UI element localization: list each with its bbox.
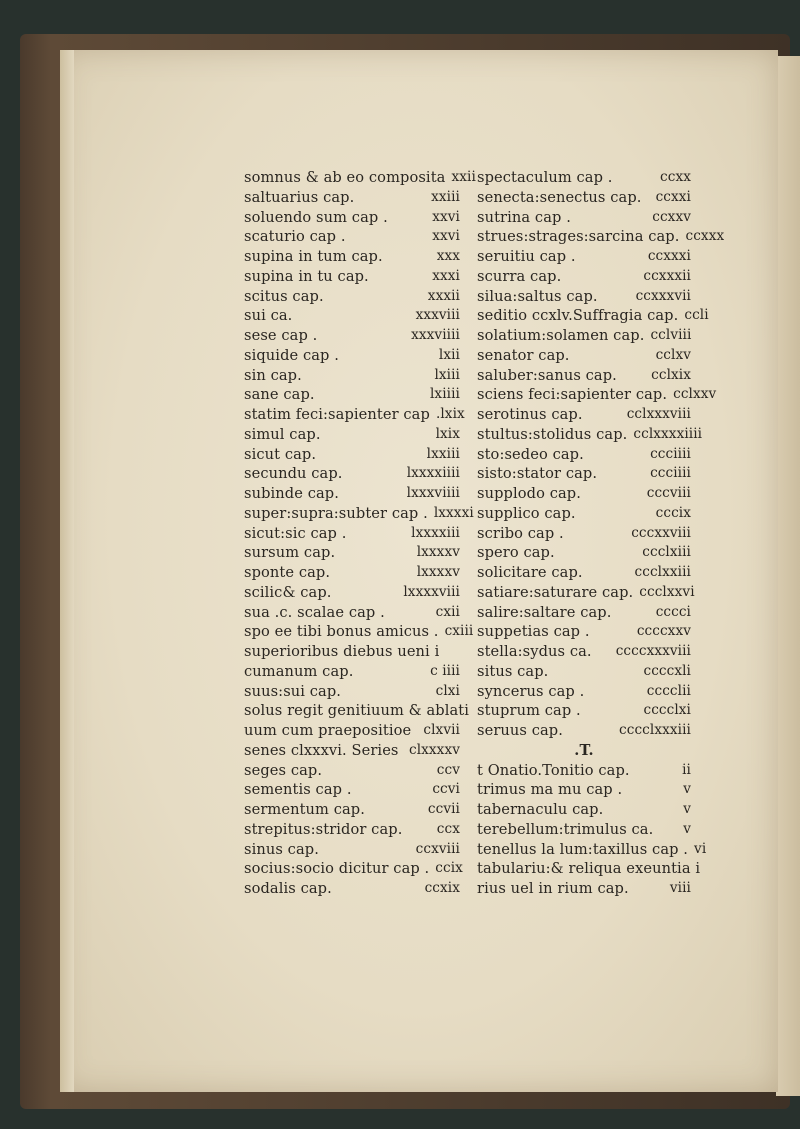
entry-term: supplodo cap. [477, 485, 581, 502]
entry-term: sisto:stator cap. [477, 465, 598, 483]
entry-chapter-ref: ii [682, 761, 691, 778]
index-entry [477, 267, 691, 287]
index-entry [477, 208, 691, 228]
entry-chapter-ref: xxxviii [415, 307, 460, 324]
index-entry [477, 287, 691, 307]
index-entry [244, 780, 460, 800]
entry-chapter-ref: lxii [438, 346, 460, 363]
entry-chapter-ref: cclxix [651, 366, 691, 383]
index-entry [477, 543, 691, 563]
entry-chapter-ref: cclxxv [673, 386, 717, 403]
entry-term: salire:saltare cap. [477, 603, 612, 621]
index-entry [244, 701, 470, 721]
entry-term: socius:socio dicitur cap . [244, 860, 430, 878]
entry-term: trimus ma mu cap . [477, 781, 623, 799]
index-entry [477, 701, 691, 721]
index-entry [477, 425, 703, 445]
entry-term: sursum cap. [244, 544, 336, 562]
index-entry [244, 346, 460, 366]
index-entry [244, 524, 460, 544]
entry-term: superioribus diebus ueni i [244, 643, 440, 660]
entry-chapter-ref: lxxxxiiii [406, 465, 460, 482]
entry-term: solus regit genitiuum & ablati [244, 702, 470, 720]
entry-chapter-ref: ccclxxiii [634, 564, 691, 580]
entry-term: super:supra:subter cap . [244, 504, 428, 522]
index-entry [477, 662, 691, 682]
index-entry [477, 326, 691, 346]
index-entry [244, 721, 460, 741]
index-entry [244, 405, 465, 425]
entry-term: tabernaculu cap. [477, 801, 604, 818]
index-entry [477, 563, 691, 583]
entry-chapter-ref: cccviii [646, 485, 691, 501]
entry-term: suppetias cap . [477, 623, 590, 641]
entry-term: rius uel in rium cap. [477, 880, 629, 897]
index-entry [477, 879, 691, 899]
index-entry [477, 622, 691, 642]
entry-term: uum cum praepositioe [244, 722, 412, 739]
entry-chapter-ref: ccxxx [685, 228, 725, 245]
entry-term: satiare:saturare cap. [477, 583, 634, 601]
index-entry [244, 306, 460, 326]
entry-chapter-ref: lxxxviiii [406, 485, 460, 501]
section-heading [477, 741, 691, 761]
entry-term: spero cap. [477, 544, 555, 562]
entry-term: sto:sedeo cap. [477, 445, 584, 463]
entry-term: somnus & ab eo composita [244, 169, 446, 186]
entry-term: sese cap . [244, 327, 318, 344]
index-column-right [477, 168, 725, 899]
index-entry [477, 761, 691, 781]
entry-chapter-ref: xxxviiii [411, 327, 460, 343]
entry-chapter-ref: ccxxxvii [635, 287, 691, 304]
entry-term: sciens feci:sapienter cap. [477, 386, 668, 404]
entry-chapter-ref: xxxi [432, 267, 460, 284]
entry-chapter-ref: ccxix [424, 880, 460, 896]
entry-term: serotinus cap. [477, 406, 583, 423]
entry-term: terebellum:trimulus ca. [477, 820, 654, 838]
entry-term: scilic& cap. [244, 583, 332, 601]
index-entry [477, 820, 691, 840]
entry-term: tenellus la lum:taxillus cap . [477, 840, 689, 858]
entry-term: strepitus:stridor cap. [244, 820, 403, 838]
entry-chapter-ref: ccxviii [415, 840, 460, 857]
entry-term: sane cap. [244, 386, 315, 404]
entry-term: situs cap. [477, 662, 549, 680]
entry-term: soluendo sum cap . [244, 208, 388, 226]
entry-term: senator cap. [477, 346, 570, 364]
entry-chapter-ref: lxxxxi [433, 504, 474, 521]
entry-chapter-ref: ccli [684, 307, 709, 324]
entry-chapter-ref: clxxxxv [408, 741, 460, 758]
entry-term: sermentum cap. [244, 801, 365, 818]
entry-chapter-ref: lxxiii [426, 445, 460, 462]
entry-chapter-ref [454, 642, 460, 662]
entry-term: supina in tum cap. [244, 248, 383, 265]
index-entry [477, 800, 691, 820]
entry-chapter-ref: ccxxxi [647, 248, 691, 264]
index-entry [244, 188, 460, 208]
entry-term: senes clxxxvi. Series [244, 741, 399, 759]
entry-term: cumanum cap. [244, 662, 354, 680]
index-entry [477, 642, 691, 662]
entry-term: sementis cap . [244, 781, 352, 799]
index-entry [477, 385, 717, 405]
index-entry [244, 840, 460, 860]
entry-chapter-ref: .lxix [435, 406, 465, 422]
entry-chapter-ref [700, 859, 706, 879]
entry-term: scurra cap. [477, 267, 562, 285]
entry-chapter-ref: ccvi [432, 781, 460, 798]
entry-chapter-ref: clxvii [423, 722, 460, 738]
entry-chapter-ref: ccclxxvi [639, 583, 695, 600]
entry-chapter-ref: cccclxi [643, 702, 691, 719]
index-entry [244, 326, 460, 346]
entry-chapter-ref: lxxxxv [416, 544, 460, 561]
entry-term: spectaculum cap . [477, 169, 613, 186]
entry-term: spo ee tibi bonus amicus . [244, 623, 439, 641]
entry-chapter-ref: cxii [435, 603, 460, 620]
index-entry [477, 188, 691, 208]
entry-term: stultus:stolidus cap. [477, 425, 628, 443]
entry-chapter-ref: cccclxxxiii [619, 722, 691, 738]
entry-chapter-ref [469, 701, 475, 721]
entry-term: sicut:sic cap . [244, 524, 347, 542]
entry-chapter-ref: xxvi [432, 208, 460, 225]
entry-term: sutrina cap . [477, 208, 571, 226]
entry-chapter-ref: lxxxxviii [403, 583, 460, 600]
index-entry [244, 227, 460, 247]
entry-chapter-ref: cxiii [444, 623, 474, 640]
entry-term: secundu cap. [244, 465, 343, 483]
index-entry [477, 603, 691, 623]
index-entry [244, 563, 460, 583]
index-entry [477, 405, 691, 425]
entry-term: seges cap. [244, 761, 323, 779]
index-entry [244, 484, 460, 504]
entry-term: sponte cap. [244, 564, 331, 581]
index-entry [244, 425, 460, 445]
entry-chapter-ref: ccvii [427, 801, 460, 817]
entry-chapter-ref: ccclxiii [642, 544, 691, 561]
index-entry [244, 583, 460, 603]
entry-term: sui ca. [244, 307, 293, 325]
index-entry [244, 208, 460, 228]
entry-term: silua:saltus cap. [477, 287, 598, 305]
index-entry [244, 543, 460, 563]
index-entry [244, 859, 463, 879]
index-entry [477, 168, 691, 188]
entry-chapter-ref: lxiii [434, 366, 460, 383]
entry-term: scitus cap. [244, 287, 324, 305]
entry-term: scaturio cap . [244, 228, 346, 246]
entry-chapter-ref: ccv [436, 761, 460, 778]
adjacent-page-edge [776, 56, 800, 1096]
entry-term: stella:sydus ca. [477, 643, 592, 660]
entry-term: statim feci:sapienter cap [244, 406, 430, 423]
entry-chapter-ref: v [683, 801, 691, 817]
entry-chapter-ref: viii [669, 880, 691, 896]
entry-term: sicut cap. [244, 445, 317, 463]
entry-term: siquide cap . [244, 346, 339, 364]
entry-chapter-ref: lxxxxv [416, 564, 460, 580]
index-entry [244, 366, 460, 386]
entry-chapter-ref: ccxxv [652, 208, 691, 225]
entry-chapter-ref: xxx [436, 248, 460, 264]
index-entry [244, 800, 460, 820]
entry-chapter-ref: ccciiii [650, 445, 691, 462]
entry-chapter-ref: ccx [436, 820, 460, 837]
page-gutter [60, 50, 74, 1092]
entry-chapter-ref: cclxxxviii [626, 406, 691, 422]
index-entry [477, 464, 691, 484]
index-entry [477, 247, 691, 267]
entry-term: t Onatio.Tonitio cap. [477, 761, 630, 779]
entry-term: strues:strages:sarcina cap. [477, 228, 680, 246]
index-entry [477, 780, 691, 800]
entry-chapter-ref: cccix [655, 504, 691, 521]
entry-chapter-ref: xxii [451, 169, 476, 185]
entry-term: solicitare cap. [477, 564, 583, 581]
index-entry [244, 820, 460, 840]
entry-term: seditio ccxlv.Suffragia cap. [477, 307, 679, 325]
entry-term: senecta:senectus cap. [477, 188, 642, 206]
entry-chapter-ref: ccccxli [643, 662, 691, 679]
entry-term: solatium:solamen cap. [477, 327, 645, 344]
index-entry [477, 346, 691, 366]
index-entry [477, 840, 707, 860]
index-entry [477, 445, 691, 465]
index-entry [244, 741, 460, 761]
entry-chapter-ref: ccxxi [655, 188, 691, 205]
entry-term: stuprum cap . [477, 702, 581, 720]
index-entry [244, 267, 460, 287]
entry-term: suus:sui cap. [244, 682, 342, 700]
index-entry [477, 524, 691, 544]
index-entry [477, 306, 709, 326]
entry-chapter-ref: cccclii [646, 682, 691, 699]
entry-term: saluber:sanus cap. [477, 366, 617, 384]
entry-chapter-ref: ccccxxxviii [615, 643, 691, 659]
index-entry [244, 168, 476, 188]
entry-chapter-ref: cccci [655, 603, 691, 620]
entry-chapter-ref: v [683, 781, 691, 798]
entry-term: scribo cap . [477, 524, 564, 542]
entry-term: subinde cap. [244, 485, 339, 502]
entry-chapter-ref: lxix [435, 425, 460, 442]
index-entry [244, 622, 474, 642]
entry-term: seruitiu cap . [477, 248, 576, 265]
index-entry [244, 287, 460, 307]
entry-chapter-ref: lxxxxiii [411, 524, 460, 541]
entry-chapter-ref: cclxv [655, 346, 691, 363]
index-entry [477, 859, 701, 879]
index-entry [244, 385, 460, 405]
entry-chapter-ref: ccix [435, 860, 463, 877]
entry-term: sinus cap. [244, 840, 319, 858]
entry-chapter-ref: xxxii [427, 287, 460, 304]
entry-chapter-ref: clxi [435, 682, 460, 699]
entry-chapter-ref: ccccxxv [636, 623, 691, 640]
entry-term: simul cap. [244, 425, 321, 443]
entry-chapter-ref: cccxxviii [631, 524, 691, 541]
entry-term: sin cap. [244, 366, 302, 384]
index-entry [477, 682, 691, 702]
entry-chapter-ref: vi [694, 840, 707, 857]
index-entry [477, 583, 695, 603]
index-entry [244, 504, 474, 524]
entry-chapter-ref: v [683, 820, 691, 837]
entry-term: .T. [574, 741, 594, 759]
index-entry [244, 464, 460, 484]
index-entry [244, 445, 460, 465]
index-entry [244, 682, 460, 702]
entry-term: saltuarius cap. [244, 188, 355, 206]
index-entry [477, 504, 691, 524]
entry-term: tabulariu:& reliqua exeuntia i [477, 860, 701, 878]
entry-chapter-ref: cclxxxxiiii [633, 425, 703, 442]
index-entry [244, 603, 460, 623]
entry-term: seruus cap. [477, 722, 563, 739]
entry-chapter-ref: ccxx [660, 169, 691, 185]
entry-term: sua .c. scalae cap . [244, 603, 385, 621]
index-entry [477, 366, 691, 386]
index-column-left [244, 168, 476, 899]
entry-chapter-ref: ccciiii [650, 465, 691, 482]
index-entry [477, 227, 725, 247]
entry-term: supina in tu cap. [244, 267, 369, 285]
index-entry [244, 761, 460, 781]
index-entry [477, 721, 691, 741]
entry-chapter-ref: ccxxxii [643, 267, 691, 284]
entry-chapter-ref: lxiiii [429, 386, 460, 403]
entry-chapter-ref: xxiii [431, 188, 460, 205]
index-entry [477, 484, 691, 504]
entry-chapter-ref: xxvi [432, 228, 460, 245]
entry-term: syncerus cap . [477, 682, 585, 700]
entry-chapter-ref: c iiii [430, 662, 460, 679]
entry-term: sodalis cap. [244, 880, 332, 897]
index-entry [244, 662, 460, 682]
index-entry [244, 247, 460, 267]
index-entry [244, 642, 460, 662]
index-entry [244, 879, 460, 899]
entry-term: supplico cap. [477, 504, 576, 522]
entry-chapter-ref: cclviii [650, 327, 692, 343]
